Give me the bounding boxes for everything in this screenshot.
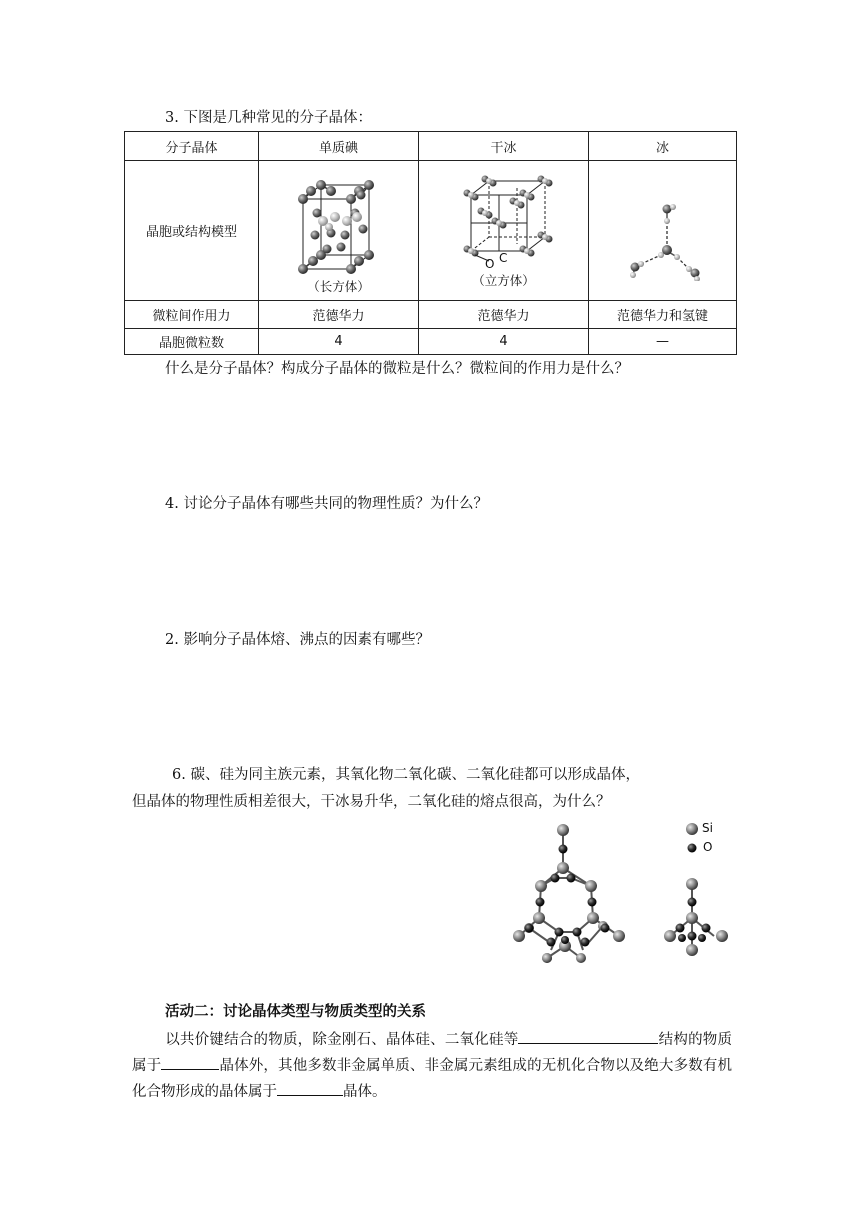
table-cell: 范德华力 [259, 301, 419, 329]
dry-ice-label-o: O [485, 257, 495, 271]
ice-hydrogen-bond-diagram [589, 171, 737, 281]
iodine-caption: （长方体） [307, 279, 370, 294]
table-header-row [125, 132, 737, 161]
dry-ice-unit-cell-diagram [419, 165, 589, 265]
table-header-cell: 分子晶体 [125, 132, 259, 161]
q3-question: 什么是分子晶体？构成分子晶体的微粒是什么？微粒间的作用力是什么？ [165, 361, 629, 377]
q6-line2: 但晶体的物理性质相差很大，干冰易升华，二氧化硅的熔点很高，为什么？ [132, 794, 611, 810]
table-cell: 范德华力 [419, 301, 589, 329]
table-model-row [125, 161, 737, 301]
sio2-network-diagram [505, 822, 645, 972]
iodine-unit-cell-diagram [259, 169, 419, 279]
iodine-cell [259, 161, 418, 300]
dry-ice-label-c: C [499, 251, 508, 265]
activity2-text: 构的物质属于 [132, 1032, 733, 1074]
table-cell: 范德华力和氢键 [589, 301, 737, 329]
model-row-label: 晶胞或结构模型 [125, 161, 259, 301]
activity2-text: 合物以及绝大多数有机化合物形成的晶体属于 [132, 1058, 733, 1100]
fill-blank[interactable] [161, 1053, 219, 1070]
molecular-crystal-table [124, 131, 737, 355]
dry-ice-cell [419, 161, 588, 300]
q6-line1: 6. 碳、硅为同主族元素，其氧化物二氧化碳、二氧化硅都可以形成晶体， [172, 767, 640, 783]
activity2-title: 活动二：讨论晶体类型与物质类型的关系 [165, 1004, 426, 1020]
dry-ice-caption: （立方体） [472, 273, 535, 288]
legend-si-label: Si [702, 821, 713, 835]
sio2-tetrahedron-diagram [656, 822, 736, 972]
legend-o-label: O [703, 840, 713, 854]
table-force-row [125, 301, 737, 329]
activity2-text: 结 [658, 1032, 674, 1048]
activity2-text: 晶体。 [343, 1084, 387, 1100]
table-cell: 微粒间作用力 [125, 301, 259, 329]
q2-question: 2. 影响分子晶体熔、沸点的因素有哪些？ [165, 632, 430, 648]
ice-cell [589, 161, 736, 300]
activity2-paragraph [132, 1027, 732, 1105]
table-cell: 4 [419, 329, 589, 355]
table-cell: — [589, 329, 737, 355]
q4-question: 4. 讨论分子晶体有哪些共同的物理性质？为什么？ [165, 496, 488, 512]
fill-blank[interactable] [277, 1079, 343, 1096]
table-header-cell: 冰 [589, 132, 737, 161]
fill-blank[interactable] [518, 1027, 658, 1044]
table-count-row [125, 329, 737, 355]
table-header-cell: 单质碘 [259, 132, 419, 161]
table-cell: 晶胞微粒数 [125, 329, 259, 355]
table-header-cell: 干冰 [419, 132, 589, 161]
table-cell: 4 [259, 329, 419, 355]
activity2-text: 晶体外，其他多数非金属单质、非金属元素组成的无机化 [219, 1058, 586, 1074]
q3-title: 3. 下图是几种常见的分子晶体： [165, 110, 372, 126]
activity2-text: 以共价键结合的物质，除金刚石、晶体硅、二氧化硅等 [165, 1032, 519, 1048]
